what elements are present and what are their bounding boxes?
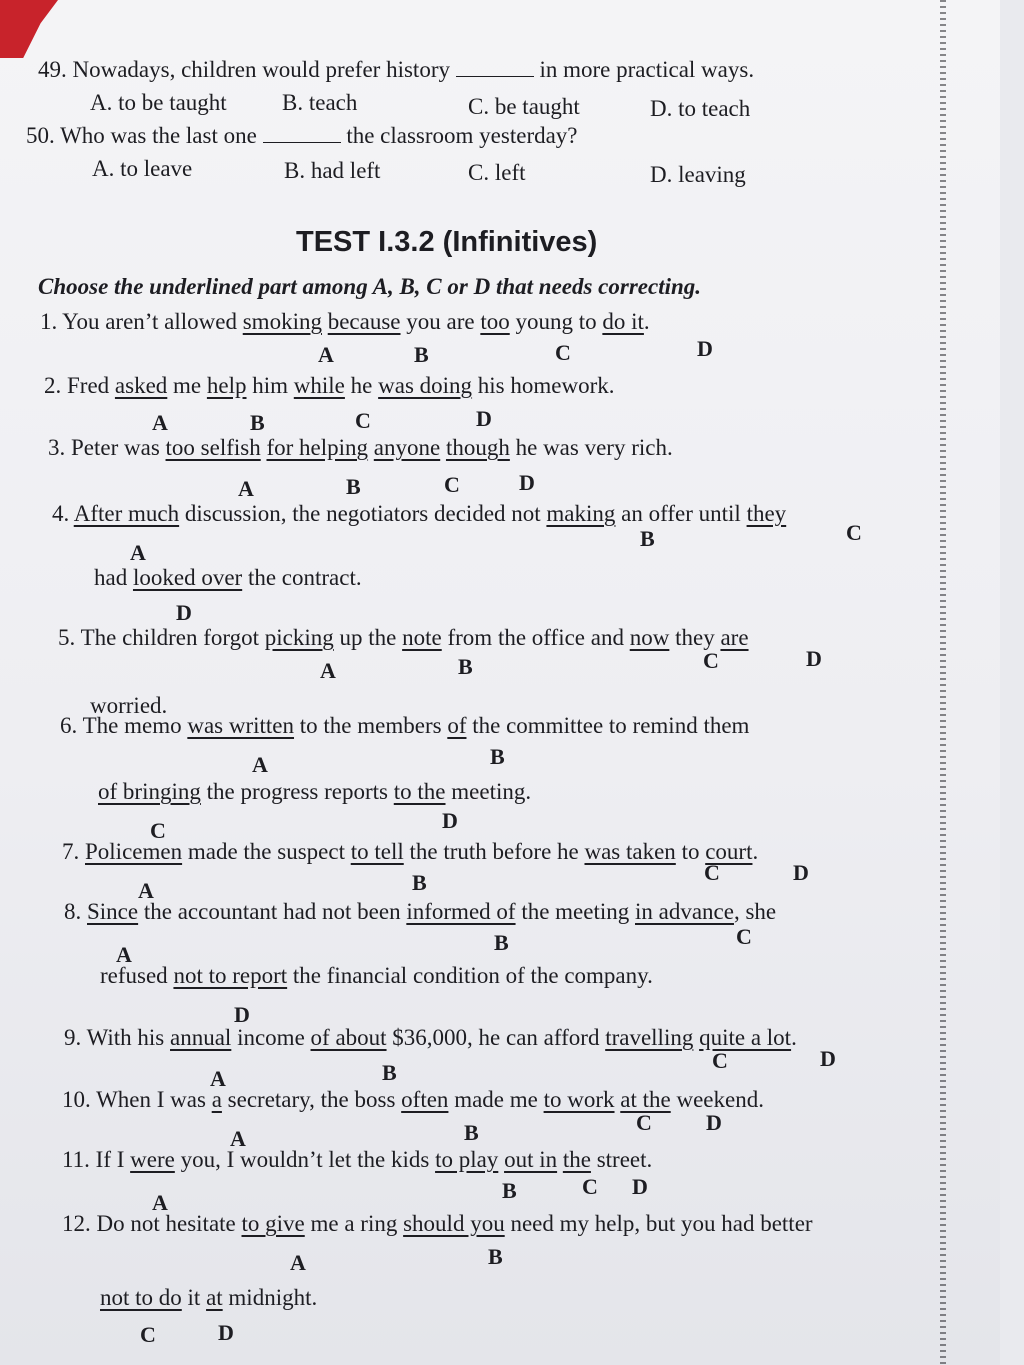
underlined-b: often [401,1087,449,1112]
page-edge-shadow [940,0,946,1365]
underlined-a: were [130,1147,175,1172]
question-9: 9. With his annual income of about $36,000, he can afford travelling quite a lot. [64,1025,797,1050]
underlined-a: a [211,1087,222,1112]
question-50: 50. Who was the last one the classroom yesterday? [26,123,578,148]
underlined-b: to play [435,1147,499,1172]
underlined-c: in advance [635,899,734,924]
question-1: 1. You aren’t allowed smoking because you are too young to do it. [40,309,650,334]
underlined-d: looked over [132,565,243,590]
underlined-a: too selfish [165,435,261,460]
label-c: C [703,648,719,673]
underlined-a: annual [170,1025,232,1050]
label-d: D [519,470,535,495]
underlined-c: while [293,373,345,398]
answer-blank [456,58,534,77]
underlined-a: asked [114,373,168,398]
question-5-line-2: worried. [90,693,168,718]
option-c: C. left [468,160,526,185]
label-a: A [290,1250,306,1275]
label-b: B [414,342,429,367]
underlined-d: to the [393,779,446,804]
question-2: 2. Fred asked me help him while he was doing his homework. [44,373,615,398]
underlined-b: help [206,373,247,398]
option-a: A. to be taught [90,90,227,115]
question-12-line-2: not to do it at midnight. [100,1285,318,1310]
label-d: D [234,1002,250,1027]
label-a: A [116,942,132,967]
label-d: D [806,646,822,671]
option-d: D. to teach [650,96,751,121]
label-c: C [355,408,371,433]
underlined-b: informed of [406,899,516,924]
question-11: 11. If I were you, I wouldn’t let the kids to play out in the street. [62,1147,653,1172]
question-4-line-2: had looked over the contract. [94,565,362,590]
label-c: C [140,1322,156,1347]
label-c: C [846,520,862,545]
label-a: A [130,540,146,565]
underlined-a: to give [241,1211,305,1236]
question-3: 3. Peter was too selfish for helping anyone though he was very rich. [48,435,673,460]
label-a: A [152,410,168,435]
underlined-d: though [445,435,510,460]
question-7: 7. Policemen made the suspect to tell the truth before he was taken to court. [62,839,759,864]
underlined-c: was taken [584,839,676,864]
label-c: C [712,1048,728,1073]
option-d: D. leaving [650,162,746,187]
label-a: A [210,1066,226,1091]
question-8: 8. Since the accountant had not been informed of the meeting in advance, she [64,899,777,924]
option-a: A. to leave [92,156,193,181]
underlined-b: for helping [266,435,369,460]
label-a: A [252,752,268,777]
label-b: B [458,654,473,679]
underlined-a: picking [264,625,334,650]
label-d: D [697,336,713,361]
underlined-a: Since [87,899,139,924]
underlined-d: at [206,1285,223,1310]
label-d: D [632,1174,648,1199]
underlined-c: too [480,309,510,334]
label-b: B [412,870,427,895]
question-8-line-2: refused not to report the financial condition of the company. [100,963,653,988]
label-c: C [582,1174,598,1199]
underlined-c: to work [543,1087,615,1112]
question-10: 10. When I was a secretary, the boss often made me to work at the weekend. [62,1087,764,1112]
instructions: Choose the underlined part among A, B, C or D that needs correcting. [38,274,702,299]
underlined-c: out in [504,1147,558,1172]
label-c: C [636,1110,652,1135]
label-b: B [640,526,655,551]
underlined-c: now [629,625,670,650]
question-12: 12. Do not hesitate to give me a ring should you need my help, but you had better [62,1211,813,1236]
underlined-a: smoking [242,309,322,334]
label-b: B [488,1244,503,1269]
label-c: C [150,818,166,843]
label-d: D [176,600,192,625]
option-b: B. teach [282,90,358,115]
underlined-d: at the [620,1087,671,1112]
underlined-a: After much [73,501,180,526]
label-d: D [793,860,809,885]
label-d: D [218,1320,234,1345]
label-c: C [736,924,752,949]
underlined-c: anyone [373,435,441,460]
label-d: D [706,1110,722,1135]
label-c: C [704,860,720,885]
label-a: A [230,1126,246,1151]
question-4: 4. After much discussion, the negotiators decided not making an offer until they [52,501,787,526]
underlined-d: are [720,625,749,650]
underlined-d: quite a lot [699,1025,792,1050]
label-b: B [494,930,509,955]
label-a: A [238,476,254,501]
underlined-a: Policemen [85,839,183,864]
label-d: D [476,406,492,431]
underlined-c: of bringing [98,779,201,804]
label-d: D [820,1046,836,1071]
underlined-b: note [402,625,442,650]
underlined-b: of about [310,1025,387,1050]
label-b: B [464,1120,479,1145]
underlined-d: the [562,1147,591,1172]
option-b: B. had left [284,158,381,183]
torn-corner [0,0,58,58]
label-a: A [138,878,154,903]
underlined-d: court [705,839,753,864]
label-a: A [152,1190,168,1215]
label-b: B [346,474,361,499]
underlined-b: making [546,501,616,526]
question-6-line-2: of bringing the progress reports to the meeting. [98,779,532,804]
option-c: C. be taught [468,94,580,119]
label-c: C [444,472,460,497]
answer-blank [263,124,341,143]
label-b: B [490,744,505,769]
underlined-b: because [327,309,401,334]
underlined-c: they [746,501,787,526]
label-a: A [318,342,334,367]
underlined-b: should you [403,1211,505,1236]
underlined-d: not to report [173,963,288,988]
label-c: C [555,340,571,365]
question-6: 6. The memo was written to the members of the committee to remind them [60,713,750,738]
label-a: A [320,658,336,683]
underlined-d: do it [602,309,644,334]
underlined-b: of [447,713,467,738]
question-5: 5. The children forgot picking up the note from the office and now they are [58,625,749,650]
underlined-a: was written [187,713,295,738]
underlined-d: was doing [378,373,473,398]
label-b: B [382,1060,397,1085]
question-49: 49. Nowadays, children would prefer history in more practical ways. [38,57,755,82]
test-title: TEST I.3.2 (Infinitives) [296,226,598,258]
label-b: B [250,410,265,435]
label-b: B [502,1178,517,1203]
underlined-c: not to do [100,1285,182,1310]
label-d: D [442,808,458,833]
underlined-c: travelling [605,1025,694,1050]
underlined-b: to tell [350,839,404,864]
